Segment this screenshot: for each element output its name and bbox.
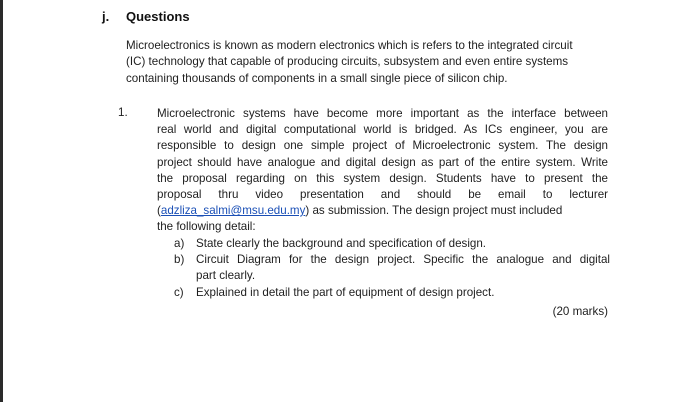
email-trailing-text: ) as submission. The design project must included (305, 204, 563, 218)
email-open-paren: ( (157, 204, 161, 218)
section-title: Questions (126, 9, 190, 24)
list-item-text: part clearly. (196, 269, 256, 283)
list-item-label: a) (174, 237, 185, 250)
list-item-text: Explained in detail the part of equipment of design project. (196, 285, 495, 299)
intro-line: (IC) technology that capable of producing circuits, subsystem and even entire systems (126, 55, 569, 69)
question-line: project should have analogue and digital design as part of the entire system. Write (157, 155, 608, 169)
question-line: Microelectronic systems have become more important as the interface between (157, 107, 608, 120)
list-item (174, 252, 610, 284)
question-line: real world and digital computational world is bridged. As ICs engineer, you are (157, 123, 608, 137)
section-number: j. (102, 9, 110, 24)
question-body (157, 106, 608, 236)
list-item (174, 285, 610, 301)
question-line: the proposal regarding on this system design. Students have to present the (157, 171, 608, 185)
intro-line: containing thousands of components in a small single piece of silicon chip. (126, 71, 508, 85)
question-email-line (157, 203, 608, 219)
marks-label: (20 marks) (552, 305, 608, 318)
list-item-text: Circuit Diagram for the design project. Specific the analogue and digital (196, 253, 610, 267)
section-heading (102, 9, 190, 24)
intro-paragraph (126, 38, 611, 87)
list-item-text: State clearly the background and specification of design. (196, 237, 487, 250)
list-item-label: b) (174, 253, 185, 267)
detail-list (174, 236, 610, 301)
left-border-line (0, 0, 3, 402)
intro-line: Microelectronics is known as modern electronics which is refers to the integrated circuit (126, 39, 573, 52)
question-line: proposal thru video presentation and should be email to lecturer (157, 188, 608, 202)
question-line: the following detail: (157, 220, 256, 234)
list-item-label: c) (174, 285, 184, 299)
question-number: 1. (118, 106, 128, 119)
lecturer-email-link[interactable]: adzliza_salmi@msu.edu.my (160, 204, 306, 218)
list-item (174, 236, 610, 252)
question-line: responsible to design one simple project of Microelectronic system. The design (157, 139, 608, 153)
